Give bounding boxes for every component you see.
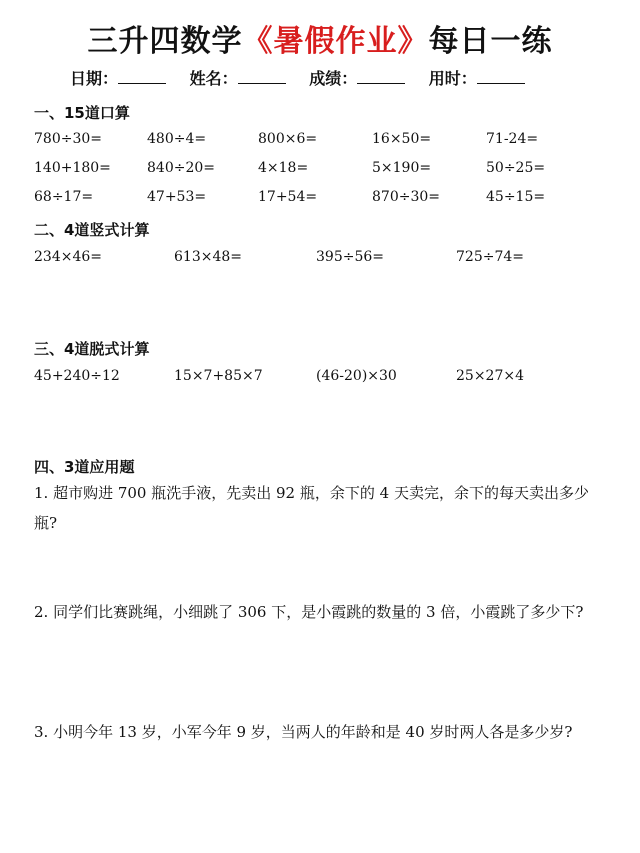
oral-item: 870÷30= bbox=[372, 189, 440, 205]
oral-row-2 bbox=[34, 160, 614, 182]
vertical-item: 613×48= bbox=[174, 249, 242, 265]
oral-item: 140+180= bbox=[34, 160, 111, 176]
oral-item: 4×18= bbox=[258, 160, 309, 176]
step-calc-row bbox=[34, 368, 614, 390]
score-label: 成绩： bbox=[309, 69, 358, 88]
oral-item: 780÷30= bbox=[34, 131, 102, 147]
section2-title: 二、4道竖式计算 bbox=[34, 221, 150, 239]
oral-item: 840÷20= bbox=[147, 160, 215, 176]
title-highlight: 《暑假作业》 bbox=[242, 24, 429, 59]
oral-item: 71-24= bbox=[486, 131, 539, 147]
vertical-calc-row bbox=[34, 249, 614, 271]
vertical-item: 725÷74= bbox=[456, 249, 524, 265]
word-problem-1: 1. 超市购进 700 瓶洗手液，先卖出 92 瓶，余下的 4 天卖完，余下的每天卖出多少瓶? bbox=[34, 484, 589, 532]
oral-item: 68÷17= bbox=[34, 189, 94, 205]
oral-item: 50÷25= bbox=[486, 160, 546, 176]
step-item: 15×7+85×7 bbox=[174, 368, 263, 384]
oral-row-3 bbox=[34, 189, 614, 211]
score-blank bbox=[357, 69, 405, 84]
time-field bbox=[429, 66, 525, 89]
oral-item: 45÷15= bbox=[486, 189, 546, 205]
vertical-item: 234×46= bbox=[34, 249, 102, 265]
step-item: (46-20)×30 bbox=[316, 368, 397, 384]
step-item: 45+240÷12 bbox=[34, 368, 120, 384]
page-title bbox=[0, 16, 640, 60]
oral-item: 17+54= bbox=[258, 189, 318, 205]
title-prefix: 三升四数学 bbox=[87, 24, 243, 59]
oral-item: 480÷4= bbox=[147, 131, 207, 147]
word-problem-3: 3. 小明今年 13 岁，小军今年 9 岁，当两人的年龄和是 40 岁时两人各是多少岁? bbox=[34, 723, 573, 741]
time-blank bbox=[477, 69, 525, 84]
section1-title: 一、15道口算 bbox=[34, 104, 130, 122]
title-suffix: 每日一练 bbox=[428, 24, 553, 59]
step-item: 25×27×4 bbox=[456, 368, 524, 384]
vertical-item: 395÷56= bbox=[316, 249, 384, 265]
score-field bbox=[309, 66, 405, 89]
name-label: 姓名： bbox=[189, 69, 238, 88]
info-line bbox=[70, 66, 590, 89]
name-field bbox=[190, 66, 286, 89]
name-blank bbox=[238, 69, 286, 84]
date-label: 日期： bbox=[70, 69, 119, 88]
date-blank bbox=[118, 69, 166, 84]
oral-item: 5×190= bbox=[372, 160, 432, 176]
section4-title: 四、3道应用题 bbox=[34, 458, 135, 476]
oral-item: 47+53= bbox=[147, 189, 207, 205]
section3-title: 三、4道脱式计算 bbox=[34, 340, 150, 358]
word-problem-2: 2. 同学们比赛跳绳，小细跳了 306 下，是小霞跳的数量的 3 倍，小霞跳了多少下? bbox=[34, 603, 584, 621]
oral-item: 16×50= bbox=[372, 131, 432, 147]
date-field bbox=[70, 66, 166, 89]
oral-row-1 bbox=[34, 131, 614, 153]
oral-item: 800×6= bbox=[258, 131, 318, 147]
time-label: 用时： bbox=[428, 69, 477, 88]
